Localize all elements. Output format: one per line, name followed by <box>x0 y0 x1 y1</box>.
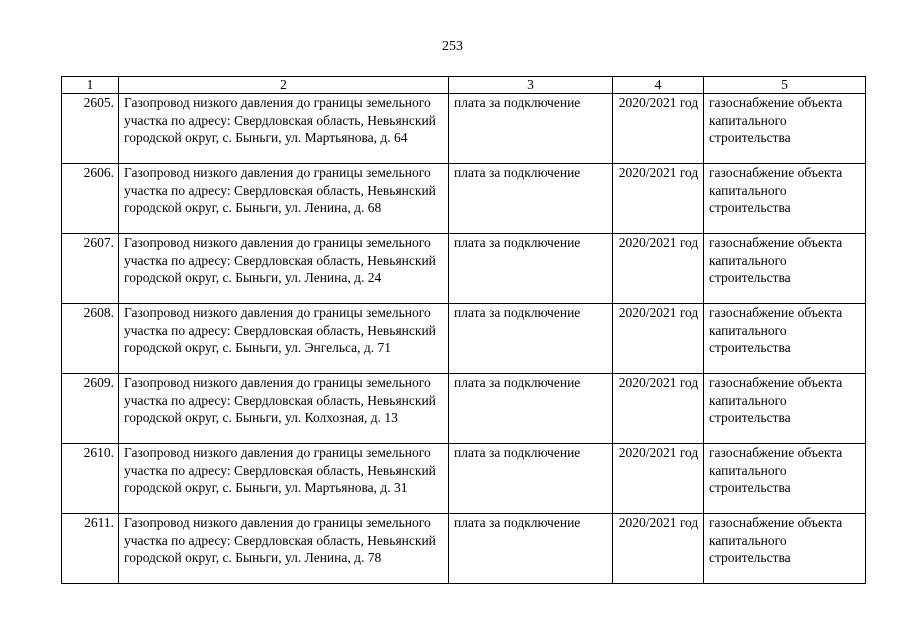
purpose: газоснабжение объекта капитального строительства <box>704 164 866 234</box>
purpose: газоснабжение объекта капитального строительства <box>704 514 866 584</box>
table-row <box>62 374 866 444</box>
purpose: газоснабжение объекта капитального строительства <box>704 94 866 164</box>
investment-table <box>61 76 866 584</box>
object-description: Газопровод низкого давления до границы земельного участка по адресу: Свердловская область, Невьянский городской округ, с. Быньги, ул. Ленина, д. 68 <box>119 164 449 234</box>
row-number: 2609. <box>62 374 119 444</box>
table-row <box>62 234 866 304</box>
implementation-year: 2020/2021 год <box>613 94 704 164</box>
funding-source: плата за подключение <box>449 374 613 444</box>
funding-source: плата за подключение <box>449 234 613 304</box>
table-row <box>62 164 866 234</box>
column-header-4: 4 <box>613 77 704 94</box>
implementation-year: 2020/2021 год <box>613 374 704 444</box>
row-number: 2606. <box>62 164 119 234</box>
page-number: 253 <box>442 39 463 54</box>
object-description: Газопровод низкого давления до границы земельного участка по адресу: Свердловская область, Невьянский городской округ, с. Быньги, ул. Мартьянова, д. 64 <box>119 94 449 164</box>
object-description: Газопровод низкого давления до границы земельного участка по адресу: Свердловская область, Невьянский городской округ, с. Быньги, ул. Ленина, д. 24 <box>119 234 449 304</box>
row-number: 2611. <box>62 514 119 584</box>
implementation-year: 2020/2021 год <box>613 444 704 514</box>
table-header-row <box>62 77 866 94</box>
object-description: Газопровод низкого давления до границы земельного участка по адресу: Свердловская область, Невьянский городской округ, с. Быньги, ул. Мартьянова, д. 31 <box>119 444 449 514</box>
purpose: газоснабжение объекта капитального строительства <box>704 444 866 514</box>
implementation-year: 2020/2021 год <box>613 514 704 584</box>
column-header-2: 2 <box>119 77 449 94</box>
row-number: 2605. <box>62 94 119 164</box>
implementation-year: 2020/2021 год <box>613 304 704 374</box>
column-header-1: 1 <box>62 77 119 94</box>
funding-source: плата за подключение <box>449 304 613 374</box>
row-number: 2610. <box>62 444 119 514</box>
column-header-3: 3 <box>449 77 613 94</box>
object-description: Газопровод низкого давления до границы земельного участка по адресу: Свердловская область, Невьянский городской округ, с. Быньги, ул. Ленина, д. 78 <box>119 514 449 584</box>
purpose: газоснабжение объекта капитального строительства <box>704 234 866 304</box>
table-row <box>62 94 866 164</box>
purpose: газоснабжение объекта капитального строительства <box>704 304 866 374</box>
row-number: 2607. <box>62 234 119 304</box>
funding-source: плата за подключение <box>449 164 613 234</box>
implementation-year: 2020/2021 год <box>613 164 704 234</box>
funding-source: плата за подключение <box>449 444 613 514</box>
table-row <box>62 444 866 514</box>
implementation-year: 2020/2021 год <box>613 234 704 304</box>
column-header-5: 5 <box>704 77 866 94</box>
object-description: Газопровод низкого давления до границы земельного участка по адресу: Свердловская область, Невьянский городской округ, с. Быньги, ул. Энгельса, д. 71 <box>119 304 449 374</box>
table-row <box>62 304 866 374</box>
funding-source: плата за подключение <box>449 514 613 584</box>
row-number: 2608. <box>62 304 119 374</box>
table-row <box>62 514 866 584</box>
funding-source: плата за подключение <box>449 94 613 164</box>
object-description: Газопровод низкого давления до границы земельного участка по адресу: Свердловская область, Невьянский городской округ, с. Быньги, ул. Колхозная, д. 13 <box>119 374 449 444</box>
purpose: газоснабжение объекта капитального строительства <box>704 374 866 444</box>
